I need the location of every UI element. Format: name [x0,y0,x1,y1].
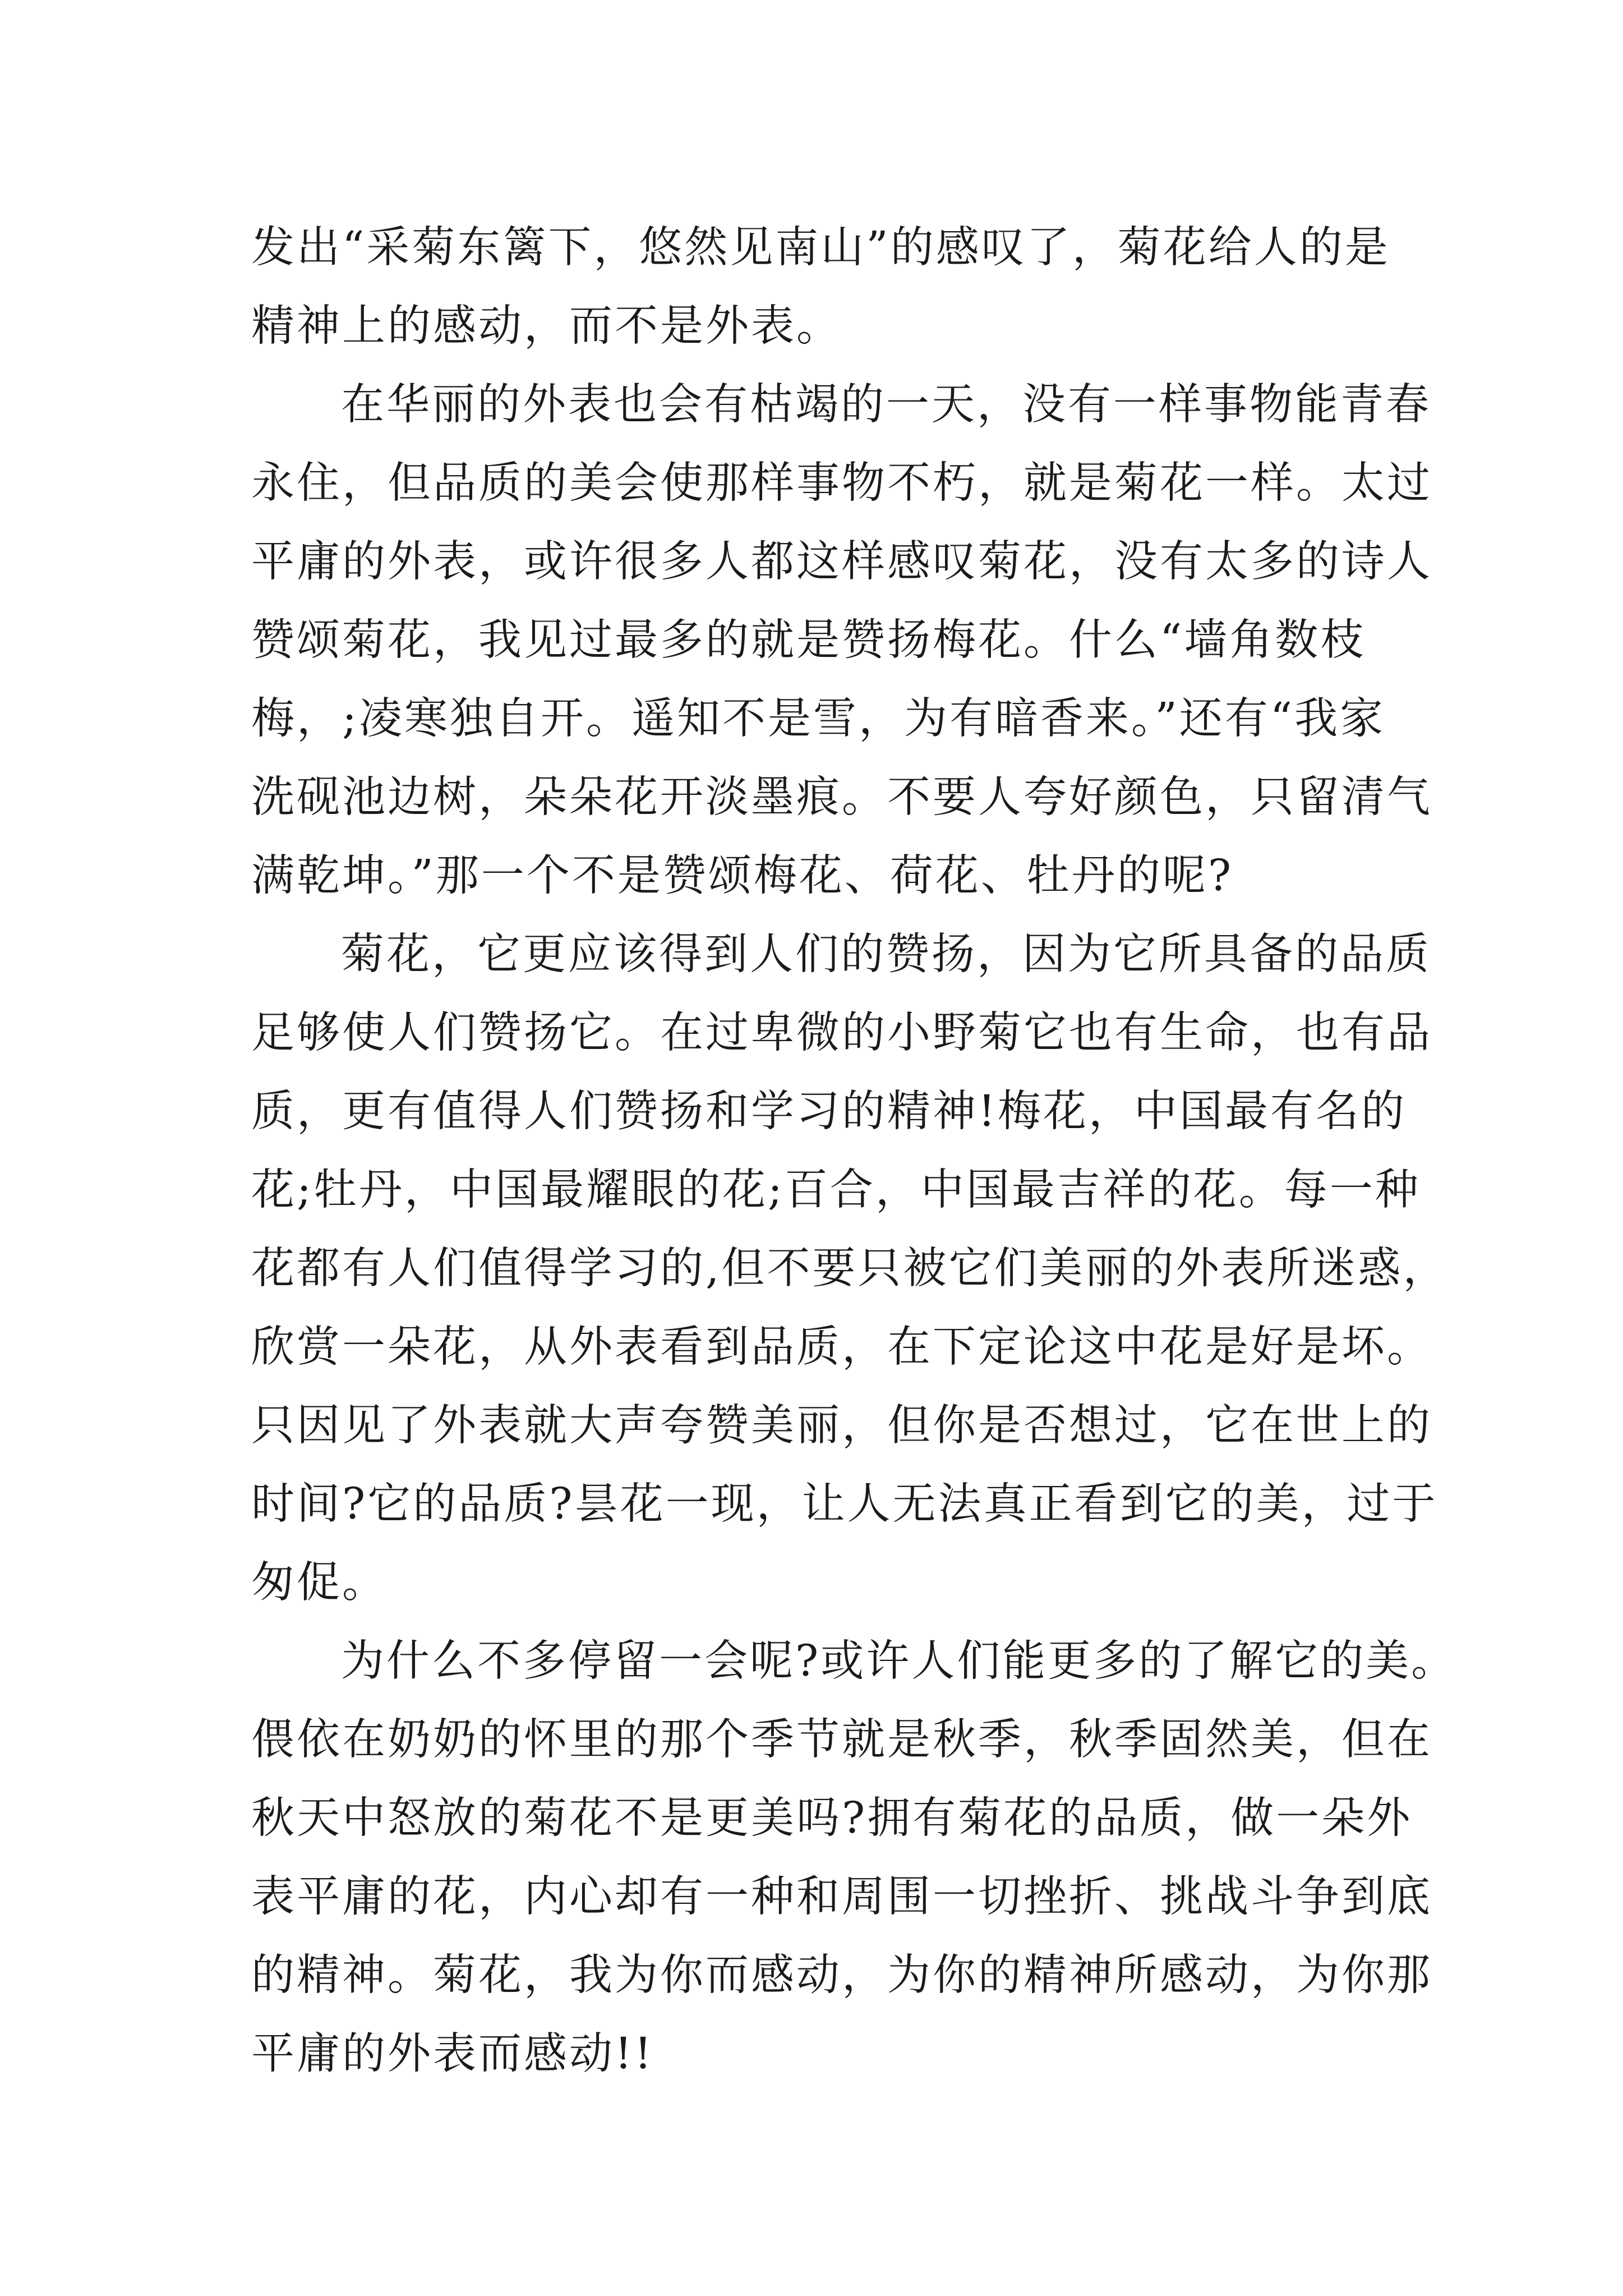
text-line: 足够使人们赞扬它。在过卑微的小野菊它也有生命，也有品 [251,1008,1432,1058]
text-line: 发出“采菊东篱下，悠然见南山”的感叹了，菊花给人的是 [251,223,1390,273]
text-line: 质，更有值得人们赞扬和学习的精神!梅花，中国最有名的 [251,1087,1407,1137]
text-line: 永住，但品质的美会使那样事物不朽，就是菊花一样。太过 [251,458,1432,508]
paragraph-start-line: 菊花，它更应该得到人们的赞扬，因为它所具备的品质 [341,930,1431,979]
text-line: 欣赏一朵花，从外表看到品质，在下定论这中花是好是坏。 [251,1322,1432,1372]
text-line: 满乾坤。”那一个不是赞颂梅花、荷花、牡丹的呢? [251,851,1234,901]
text-line: 的精神。菊花，我为你而感动，为你的精神所感动，为你那 [251,1950,1432,2000]
text-line: 秋天中怒放的菊花不是更美吗?拥有菊花的品质，做一朵外 [251,1793,1413,1843]
text-line: 只因见了外表就大声夸赞美丽，但你是否想过，它在世上的 [251,1401,1432,1451]
text-line: 时间?它的品质?昙花一现，让人无法真正看到它的美，过于 [251,1479,1438,1529]
paragraph-start-line: 在华丽的外表也会有枯竭的一天，没有一样事物能青春 [341,380,1431,430]
text-line: 花;牡丹，中国最耀眼的花;百合，中国最吉祥的花。每一种 [251,1165,1421,1215]
text-line: 花都有人们值得学习的,但不要只被它们美丽的外表所迷惑， [251,1244,1449,1294]
text-line: 偎依在奶奶的怀里的那个季节就是秋季，秋季固然美，但在 [251,1715,1432,1765]
text-line: 赞颂菊花，我见过最多的就是赞扬梅花。什么“墙角数枝 [251,615,1366,665]
body-text [251,209,1457,2093]
paragraph-start-line: 为什么不多停留一会呢?或许人们能更多的了解它的美。 [341,1636,1457,1686]
text-line: 洗砚池边树，朵朵花开淡墨痕。不要人夸好颜色，只留清气 [251,772,1432,822]
text-line: 平庸的外表，或许很多人都这样感叹菊花，没有太多的诗人 [251,537,1432,587]
text-line: 匆促。 [251,1558,388,1608]
text-line: 平庸的外表而感动!! [251,2029,654,2079]
text-line: 精神上的感动，而不是外表。 [251,301,842,351]
text-line: 表平庸的花，内心却有一种和周围一切挫折、挑战斗争到底 [251,1872,1432,1922]
text-line: 梅，;凌寒独自开。遥知不是雪，为有暗香来。”还有“我家 [251,694,1386,744]
